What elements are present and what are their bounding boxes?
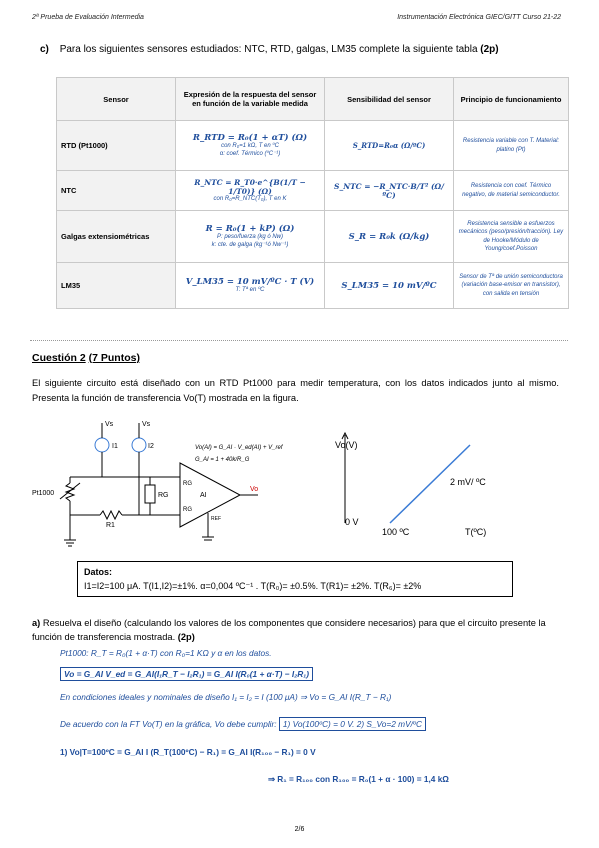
sensor-sensitivity: S_RTD=R₀α (Ω/ºC) — [325, 121, 454, 171]
sensor-expression: R_NTC = R_T0·e^{B(1/T − 1/T0)} (Ω) con R₀=R_NTC(T₀), T en K — [176, 171, 325, 211]
question-c: c) Para los siguientes sensores estudiados: NTC, RTD, galgas, LM35 complete la siguiente tabla (2p) — [40, 44, 499, 55]
graph-ylabel: Vo(V) — [335, 440, 358, 450]
cuestion2-paragraph: El siguiente circuito está diseñado con un RTD Pt1000 para medir temperatura, con los datos indicados junto al mismo. Presenta la función de transferencia Vo(T) mostrada en la figura. — [32, 378, 559, 403]
sensor-name: RTD (Pt1000) — [57, 121, 176, 171]
sensor-sensitivity: S_NTC = −R_NTC·B/T² (Ω/ºC) — [325, 171, 454, 211]
label-vs1: Vs — [105, 421, 114, 428]
sensor-expression: R = R₀(1 + kP) (Ω) P: peso/fuerza (kg ó Nw) k: cte. de galga (kg⁻¹ó Nw⁻¹) — [176, 211, 325, 263]
header-right: Instrumentación Electrónica GIEC/GITT Curso 21-22 — [397, 14, 561, 21]
label-rg-ext: RG — [158, 492, 169, 499]
header-left: 2ª Prueba de Evaluación Intermedia — [32, 14, 144, 21]
label-vs2: Vs — [142, 421, 151, 428]
label-ref: REF — [211, 516, 221, 522]
sensor-sensitivity: S_LM35 = 10 mV/ºC — [325, 263, 454, 309]
sensor-table — [56, 77, 569, 309]
solution-line-6: ⇒ R₁ = R₁₀₀ con R₁₀₀ = R₀(1 + α · 100) = 1,4 kΩ — [268, 774, 449, 784]
table-row — [57, 263, 569, 309]
section-divider — [30, 340, 568, 341]
label-vo: Vo — [250, 486, 259, 493]
sensor-name: Galgas extensiométricas — [57, 211, 176, 263]
sensor-name: NTC — [57, 171, 176, 211]
table-header-row — [57, 78, 569, 121]
solution-line-3: En condiciones ideales y nominales de diseño I₁ = I₂ = I (100 μA) ⇒ Vo = G_AI I(R_T − R₁) — [60, 692, 392, 702]
label-r1: R1 — [106, 522, 115, 529]
table-row — [57, 171, 569, 211]
table-header: Sensor — [57, 78, 176, 121]
page-number: 2/6 — [294, 826, 305, 833]
table-row — [57, 121, 569, 171]
label-rg-top: RG — [183, 481, 192, 487]
question-a: a) Resuelva el diseño (calculando los valores de los componentes que considere necesarios) para que el circuito presente la función de transferencia mostrada. (2p) — [32, 618, 546, 642]
graph-y0: 0 V — [345, 517, 359, 527]
graph-slope: 2 mV/ ºC — [450, 477, 486, 487]
sensor-name: LM35 — [57, 263, 176, 309]
sensor-principle: Resistencia con coef. Térmico negativo, de material semiconductor. — [454, 171, 569, 211]
datos-box: Datos: I1=I2=100 μA. T(I1,I2)=±1%. α=0,004 ºC⁻¹ . T(R₀)= ±0.5%. T(R1)= ±2%. T(R₆)= ±2% — [77, 561, 513, 597]
solution-line-2: Vo = G_AI V_ed = G_AI(I₁R_T − I₂R₁) = G_AI I(R₀(1 + α·T) − I₂R₁) — [60, 669, 313, 679]
sensor-principle: Resistencia sensible a esfuerzos mecánicos (peso/presión/tracción). Ley de Hooke/Módulo de Young/coef.Poisson — [454, 211, 569, 263]
sensor-expression: R_RTD = R₀(1 + αT) (Ω) con R₀=1 kΩ, T en ºC α: coef. Térmico (ºC⁻¹) — [176, 121, 325, 171]
label-rg-bottom: RG — [183, 507, 192, 513]
label-pt1000: Pt1000 — [32, 490, 55, 497]
table-row — [57, 211, 569, 263]
table-header: Sensibilidad del sensor — [325, 78, 454, 121]
label-i1: I1 — [112, 443, 118, 450]
sensor-sensitivity: S_R = R₀k (Ω/kg) — [325, 211, 454, 263]
solution-line-4: De acuerdo con la FT Vo(T) en la gráfica, Vo debe cumplir: 1) Vo(100ºC) = 0 V. 2) S_Vo=2 mV/ºC — [60, 719, 426, 729]
table-header: Expresión de la respuesta del sensor en función de la variable medida — [176, 78, 325, 121]
graph-x0: 100 ºC — [382, 527, 410, 537]
label-ai: AI — [200, 492, 207, 499]
graph-xlabel: T(ºC) — [465, 527, 487, 537]
solution-line-5: 1) Vo|T=100ºC = G_AI I (R_T(100ºC) − R₁) = G_AI I(R₁₀₀ − R₁) = 0 V — [60, 747, 316, 757]
sensor-principle: Resistencia variable con T. Material: platino (Pt) — [454, 121, 569, 171]
equation-gain: G_AI = 1 + 40k/R_G — [195, 457, 250, 463]
circuit-diagram — [30, 415, 570, 555]
table-header: Principio de funcionamiento — [454, 78, 569, 121]
cuestion2-title: Cuestión 2 (7 Puntos) — [32, 352, 140, 364]
label-i2: I2 — [148, 443, 154, 450]
equation-vo: Vo(AI) = G_AI · V_ed(AI) + V_ref — [195, 445, 283, 451]
sensor-expression: V_LM35 = 10 mV/ºC · T (V) T: Tª en ºC — [176, 263, 325, 309]
solution-line-1: Pt1000: R_T = R₀(1 + α·T) con R₀=1 KΩ y α en los datos. — [60, 648, 272, 658]
sensor-principle: Sensor de Tª de unión semiconductora (variación base-emisor en transistor), con salida en tensión — [454, 263, 569, 309]
